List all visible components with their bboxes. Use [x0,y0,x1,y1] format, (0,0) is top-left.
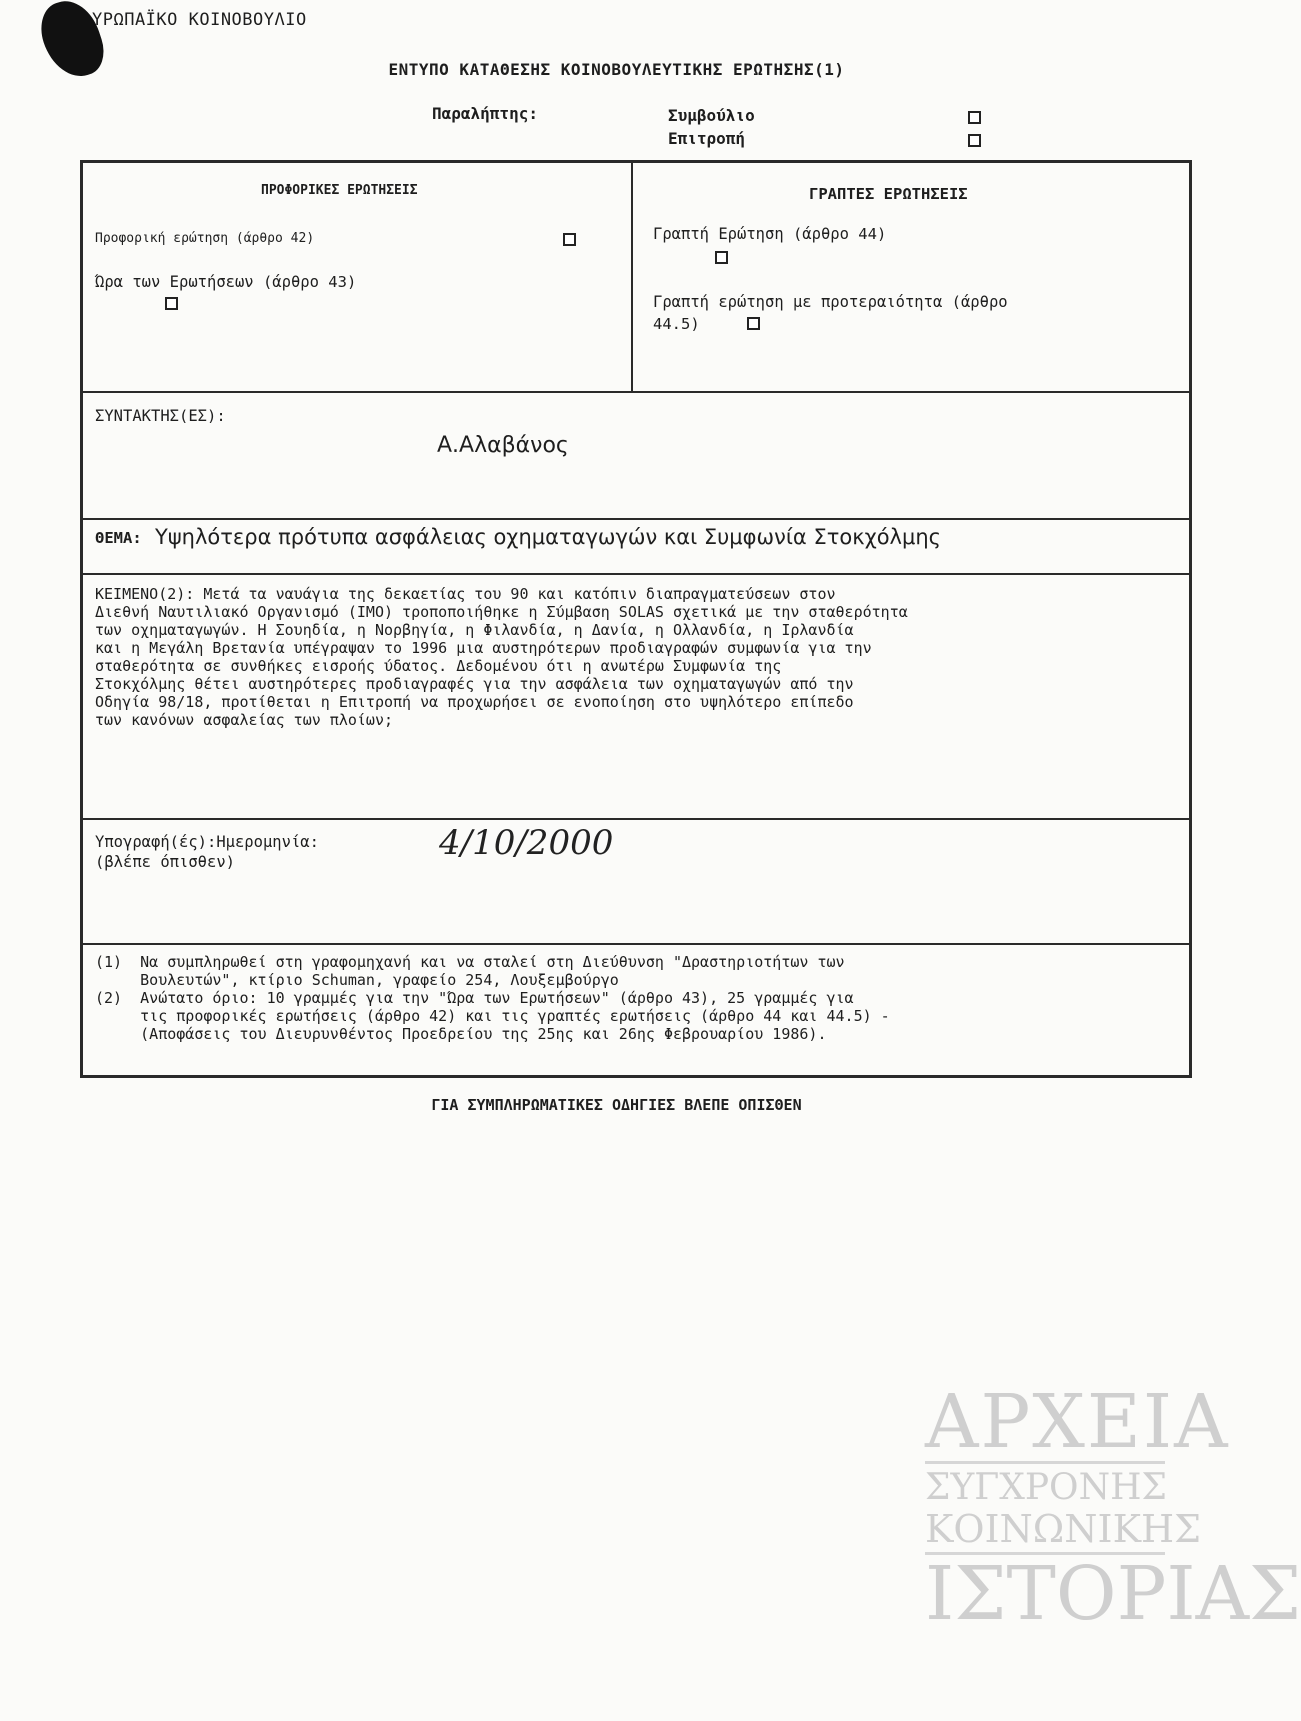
question-time-checkbox[interactable] [165,297,178,310]
recipient-council-checkbox[interactable] [968,111,981,124]
authors-value: Α.Αλαβάνος [437,433,569,458]
footnote-2: (2) Ανώτατο όριο: 10 γραμμές για την "Ώρα των Ερωτήσεων" (άρθρο 43), 25 γραμμές για [95,989,854,1007]
signature-label: Υπογραφή(ές):Ημερομηνία: [95,833,319,851]
stamp-line-history: ΙΣΤΟΡΙΑΣ [925,1551,1301,1637]
oral-question-checkbox[interactable] [563,233,576,246]
stamp-line-social: ΚΟΙΝΩΝΙΚΗΣ [925,1507,1201,1551]
footnote-2-decisions: (Αποφάσεις του Διευρυνθέντος Προεδρείου της 25ης και 26ης Φεβρουαρίου 1986). [95,1025,827,1043]
form-frame [80,160,1192,1078]
written-question-item: Γραπτή Ερώτηση (άρθρο 44) [653,225,887,243]
oral-question-item: Προφορική ερώτηση (άρθρο 42) [95,231,315,246]
recipient-option-commission: Επιτροπή [668,129,746,148]
priority-question-item: Γραπτή ερώτηση με προτεραιότητα (άρθρο [653,293,1008,311]
divider-questions [83,391,1189,393]
question-text-line: σταθερότητα σε συνθήκες εισροής ύδατος. Δεδομένου ότι η ανωτέρω Συμφωνία της [95,657,782,675]
footnote-1: (1) Να συμπληρωθεί στη γραφομηχανή και να σταλεί στη Διεύθυνση "Δραστηριοτήτων των [95,953,845,971]
divider-subject [83,573,1189,575]
question-text-line: των κανόνων ασφαλείας των πλοίων; [95,711,394,729]
footnote-2-continued: τις προφορικές ερωτήσεις (άρθρο 42) και τις γραπτές ερωτήσεις (άρθρο 44 και 44.5) - [95,1007,890,1025]
divider-text [83,818,1189,820]
question-text-line: ΚΕΙΜΕΝΟ(2): Μετά τα ναυάγια της δεκαετίας του 90 και κατόπιν διαπραγματεύσεων στον [95,585,836,603]
question-time-item: Ώρα των Ερωτήσεων (άρθρο 43) [95,273,357,291]
question-text-line: των οχηματαγωγών. Η Σουηδία, η Νορβηγία, η Φιλανδία, η Δανία, η Ολλανδία, η Ιρλανδία [95,621,854,639]
stamp-line-contemporary: ΣΥΓΧΡΟΝΗΣ [925,1467,1167,1508]
signature-note: (βλέπε όπισθεν) [95,853,235,871]
question-text-line: Στοκχόλμης θέτει αυστηρότερες προδιαγραφές για την ασφάλεια των οχηματαγωγών από την [95,675,854,693]
oral-questions-heading: ΠΡΟΦΟΡΙΚΕΣ ΕΡΩΤΗΣΕΙΣ [261,183,418,198]
written-questions-heading: ΓΡΑΠΤΕΣ ΕΡΩΤΗΣΕΙΣ [809,185,968,203]
divider-authors [83,518,1189,520]
subject-label: ΘΕΜΑ: [95,529,142,547]
written-question-checkbox[interactable] [715,251,728,264]
recipient-option-council: Συμβούλιο [668,106,755,125]
archive-watermark-stamp [925,1379,1301,1637]
divider-signature [83,943,1189,945]
form-title: ΕΝΤΥΠΟ ΚΑΤΑΘΕΣΗΣ ΚΟΙΝΟΒΟΥΛΕΥΤΙΚΗΣ ΕΡΩΤΗΣΗΣ(1) [388,60,845,79]
subject-value: Υψηλότερα πρότυπα ασφάλειας οχηματαγωγών και Συμφωνία Στοκχόλμης [155,525,941,549]
question-text-line: και η Μεγάλη Βρετανία υπέγραψαν το 1996 μια αυστηρότερων προδιαγραφών συμφωνία για την [95,639,872,657]
question-text-line: Διεθνή Ναυτιλιακό Οργανισμό (ΙΜΟ) τροποποιήθηκε η Σύμβαση SOLAS σχετικά με την σταθερότητα [95,603,908,621]
organization-name: ΥΡΩΠΑΪΚΟ ΚΟΙΝΟΒΟΥΛΙΟ [92,10,307,30]
footnote-1-continued: Βουλευτών", κτίριο Schuman, γραφείο 254, Λουξεμβούργο [95,971,619,989]
priority-question-checkbox[interactable] [747,317,760,330]
recipient-commission-checkbox[interactable] [968,134,981,147]
authors-label: ΣΥΝΤΑΚΤΗΣ(ΕΣ): [95,407,226,425]
divider-oral-written [631,163,633,391]
priority-question-article: 44.5) [653,315,700,333]
handwritten-date: 4/10/2000 [439,823,614,863]
question-text-line: Οδηγία 98/18, προτίθεται η Επιτροπή να προχωρήσει σε ενοποίηση στο υψηλότερο επίπεδο [95,693,854,711]
stamp-line-archives: ΑΡΧΕΙΑ [925,1379,1230,1465]
supplementary-instructions: ΓΙΑ ΣΥΜΠΛΗΡΩΜΑΤΙΚΕΣ ΟΔΗΓΙΕΣ ΒΛΕΠΕ ΟΠΙΣΘΕΝ [431,1096,802,1114]
recipient-label: Παραλήπτης: [432,104,538,123]
